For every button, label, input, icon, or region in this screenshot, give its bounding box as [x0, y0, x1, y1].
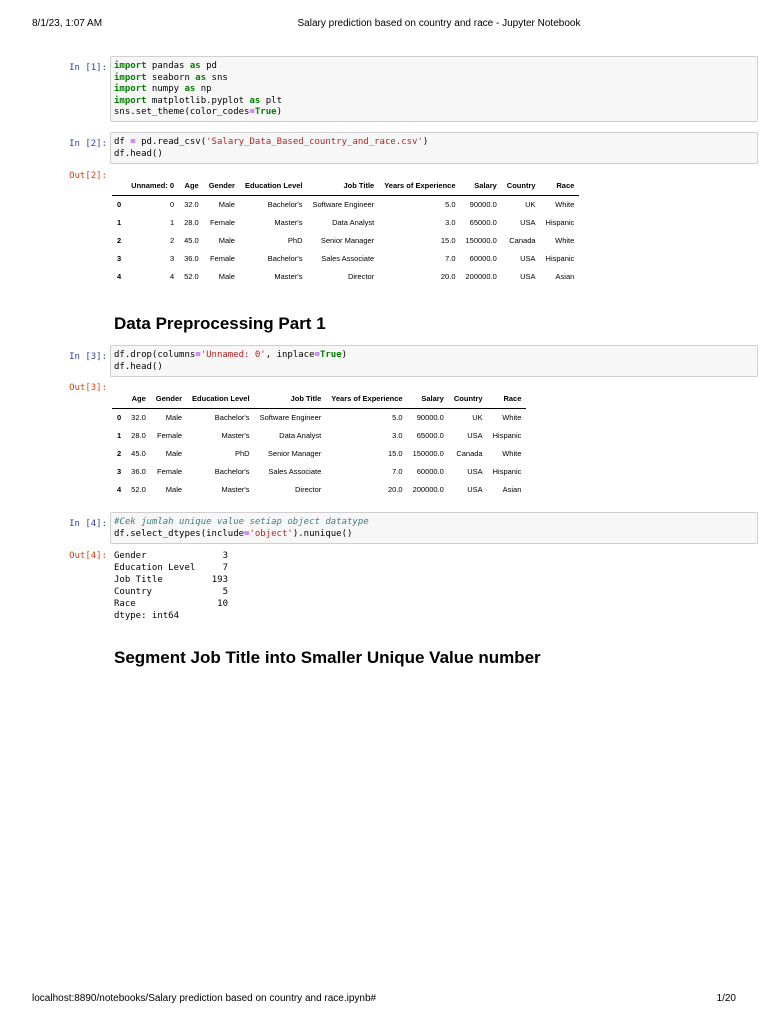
section-heading-data-preprocessing: Data Preprocessing Part 1	[114, 314, 326, 333]
table-cell: 52.0	[131, 484, 146, 494]
table-cell: 65000.0	[469, 217, 497, 227]
row-index: 0	[117, 412, 122, 422]
row-index: 3	[117, 253, 122, 263]
table-cell: 3.0	[445, 217, 456, 227]
column-header: Country	[449, 390, 488, 408]
output-prompt-2: Out[2]:	[69, 171, 107, 181]
table-row	[112, 444, 526, 462]
print-url: localhost:8890/notebooks/Salary prediction based on country and race.ipynb#	[32, 993, 377, 1004]
table-cell: 15.0	[440, 235, 456, 245]
table-cell: Canada	[509, 235, 536, 245]
table-cell: Male	[218, 235, 235, 245]
table-cell: 15.0	[387, 448, 403, 458]
series-value: 193	[211, 575, 228, 585]
table-row	[112, 213, 579, 231]
table-cell: Female	[157, 430, 183, 440]
table-cell: 45.0	[131, 448, 146, 458]
print-title: Salary prediction based on country and race - Jupyter Notebook	[297, 18, 581, 29]
print-header	[0, 18, 768, 32]
table-cell: Male	[165, 484, 183, 494]
table-cell: Data Analyst	[279, 430, 322, 440]
table-cell: Hispanic	[492, 466, 522, 476]
table-row	[112, 231, 579, 249]
code-line: sns.set_theme(color_codes=True)	[114, 107, 282, 117]
table-cell: USA	[467, 484, 483, 494]
table-cell: Senior Manager	[320, 235, 375, 245]
column-header	[112, 177, 126, 195]
output-prompt-4: Out[4]:	[69, 551, 107, 561]
code-line: df.head()	[114, 148, 163, 159]
table-row	[112, 480, 526, 498]
table-cell: Male	[165, 412, 183, 422]
code-line: import seaborn as sns	[114, 72, 228, 83]
section-heading-segment-job-title: Segment Job Title into Smaller Unique Value number	[114, 648, 541, 667]
column-header: Age	[126, 390, 151, 408]
series-label: Race	[114, 599, 136, 609]
series-line	[114, 574, 228, 586]
table-cell: 1	[169, 217, 175, 227]
table-cell: Bachelor's	[214, 466, 250, 476]
series-line	[114, 586, 228, 598]
code-line: import pandas as pd	[114, 61, 217, 71]
table-cell: Master's	[221, 484, 250, 494]
column-header: Job Title	[308, 177, 380, 195]
table-cell: White	[502, 412, 522, 422]
column-header: Job Title	[255, 390, 327, 408]
table-cell: 200000.0	[412, 484, 444, 494]
row-index: 2	[117, 235, 122, 245]
table-cell: Data Analyst	[332, 217, 375, 227]
row-index: 4	[117, 271, 122, 281]
table-cell: 28.0	[131, 430, 146, 440]
column-header: Gender	[151, 390, 187, 408]
column-header: Race	[541, 177, 580, 195]
input-prompt-4: In [4]:	[69, 519, 107, 529]
table-cell: Senior Manager	[267, 448, 322, 458]
table-cell: Hispanic	[545, 217, 575, 227]
row-index: 4	[117, 484, 122, 494]
series-label: Country	[114, 587, 152, 597]
table-cell: White	[555, 199, 575, 209]
series-label: Gender	[114, 551, 147, 561]
table-row	[112, 195, 579, 213]
column-header: Education Level	[240, 177, 308, 195]
column-header: Age	[179, 177, 204, 195]
column-header	[112, 390, 126, 408]
series-dtype: dtype: int64	[114, 611, 180, 621]
table-cell: 28.0	[184, 217, 199, 227]
table-cell: USA	[467, 466, 483, 476]
row-index: 1	[117, 430, 122, 440]
print-date: 8/1/23, 1:07 AM	[32, 18, 103, 29]
code-cell-1[interactable]	[110, 56, 758, 122]
table-cell: 45.0	[184, 235, 199, 245]
dataframe-output-after-drop	[112, 390, 526, 498]
output-prompt-3: Out[3]:	[69, 383, 107, 393]
code-comment: #Cek jumlah unique value setiap object datatype	[114, 517, 369, 527]
table-cell: 32.0	[131, 412, 146, 422]
table-cell: 65000.0	[416, 430, 444, 440]
table-cell: 52.0	[184, 271, 199, 281]
table-cell: Master's	[221, 430, 250, 440]
table-cell: 20.0	[387, 484, 403, 494]
table-cell: Bachelor's	[267, 253, 303, 263]
table-cell: Male	[218, 271, 235, 281]
table-cell: White	[502, 448, 522, 458]
series-line	[114, 562, 228, 574]
table-cell: Male	[165, 448, 183, 458]
table-cell: White	[555, 235, 575, 245]
code-line: import matplotlib.pyplot as plt	[114, 95, 282, 106]
table-cell: Bachelor's	[267, 199, 303, 209]
print-page-number: 1/20	[716, 993, 736, 1004]
table-header-row	[112, 390, 526, 408]
table-cell: USA	[520, 271, 536, 281]
table-cell: Female	[157, 466, 183, 476]
table-cell: Sales Associate	[321, 253, 375, 263]
table-cell: 3.0	[392, 430, 403, 440]
column-header: Salary	[408, 390, 449, 408]
dataframe-output-head	[112, 177, 579, 285]
table-cell: UK	[472, 412, 483, 422]
table-cell: 7.0	[392, 466, 403, 476]
print-footer	[0, 993, 768, 1007]
table-cell: 0	[169, 199, 175, 209]
table-cell: 150000.0	[465, 235, 497, 245]
table-cell: Asian	[555, 271, 575, 281]
table-cell: Master's	[274, 271, 303, 281]
series-line	[114, 598, 228, 610]
nunique-series-output	[114, 550, 228, 622]
code-line: df = pd.read_csv('Salary_Data_Based_country_and_race.csv')	[114, 137, 429, 147]
input-prompt-1: In [1]:	[69, 63, 107, 73]
table-row	[112, 249, 579, 267]
column-header: Race	[488, 390, 527, 408]
row-index: 3	[117, 466, 122, 476]
column-header: Education Level	[187, 390, 255, 408]
column-header: Unnamed: 0	[126, 177, 179, 195]
code-cell-4[interactable]	[110, 512, 758, 544]
table-row	[112, 426, 526, 444]
table-cell: USA	[520, 217, 536, 227]
table-cell: 2	[169, 235, 175, 245]
table-cell: Hispanic	[545, 253, 575, 263]
input-prompt-2: In [2]:	[69, 139, 107, 149]
column-header: Years of Experience	[326, 390, 407, 408]
series-label: Education Level	[114, 563, 196, 573]
table-cell: Bachelor's	[214, 412, 250, 422]
code-line: df.drop(columns='Unnamed: 0', inplace=True)	[114, 350, 348, 360]
series-label: Job Title	[114, 575, 163, 585]
table-cell: Master's	[274, 217, 303, 227]
table-row	[112, 462, 526, 480]
column-header: Country	[502, 177, 541, 195]
table-cell: USA	[467, 430, 483, 440]
table-row	[112, 267, 579, 285]
table-cell: 5.0	[392, 412, 403, 422]
table-cell: PhD	[234, 448, 250, 458]
table-cell: Director	[295, 484, 322, 494]
table-row	[112, 408, 526, 426]
input-prompt-3: In [3]:	[69, 352, 107, 362]
table-cell: 20.0	[440, 271, 456, 281]
table-cell: Female	[209, 217, 235, 227]
table-cell: USA	[520, 253, 536, 263]
table-cell: 5.0	[445, 199, 456, 209]
table-cell: 36.0	[184, 253, 199, 263]
table-cell: Sales Associate	[268, 466, 322, 476]
code-line: df.select_dtypes(include='object').nunique()	[114, 528, 353, 539]
table-cell: Director	[347, 271, 375, 281]
table-cell: 36.0	[131, 466, 146, 476]
row-index: 0	[117, 199, 122, 209]
table-cell: 3	[169, 253, 175, 263]
table-cell: 7.0	[445, 253, 456, 263]
series-value: 7	[222, 563, 228, 573]
table-cell: Asian	[502, 484, 522, 494]
code-cell-2[interactable]	[110, 132, 758, 164]
series-value: 3	[222, 551, 228, 561]
row-index: 1	[117, 217, 122, 227]
table-cell: 150000.0	[412, 448, 444, 458]
table-cell: 32.0	[184, 199, 199, 209]
table-cell: 60000.0	[469, 253, 497, 263]
table-cell: 4	[169, 271, 175, 281]
table-cell: 90000.0	[416, 412, 444, 422]
code-line: df.head()	[114, 361, 163, 372]
table-cell: PhD	[287, 235, 303, 245]
table-cell: Female	[209, 253, 235, 263]
series-value: 10	[217, 599, 228, 609]
column-header: Years of Experience	[379, 177, 460, 195]
table-cell: 90000.0	[469, 199, 497, 209]
table-cell: Canada	[456, 448, 483, 458]
table-cell: 200000.0	[465, 271, 497, 281]
table-cell: UK	[525, 199, 536, 209]
column-header: Salary	[461, 177, 502, 195]
table-header-row	[112, 177, 579, 195]
series-line	[114, 550, 228, 562]
table-cell: 60000.0	[416, 466, 444, 476]
column-header: Gender	[204, 177, 240, 195]
table-cell: Software Engineer	[259, 412, 322, 422]
table-cell: Male	[218, 199, 235, 209]
table-cell: Hispanic	[492, 430, 522, 440]
series-value: 5	[222, 587, 228, 597]
table-cell: Software Engineer	[312, 199, 375, 209]
code-line: import numpy as np	[114, 84, 212, 94]
code-cell-3[interactable]	[110, 345, 758, 377]
row-index: 2	[117, 448, 122, 458]
